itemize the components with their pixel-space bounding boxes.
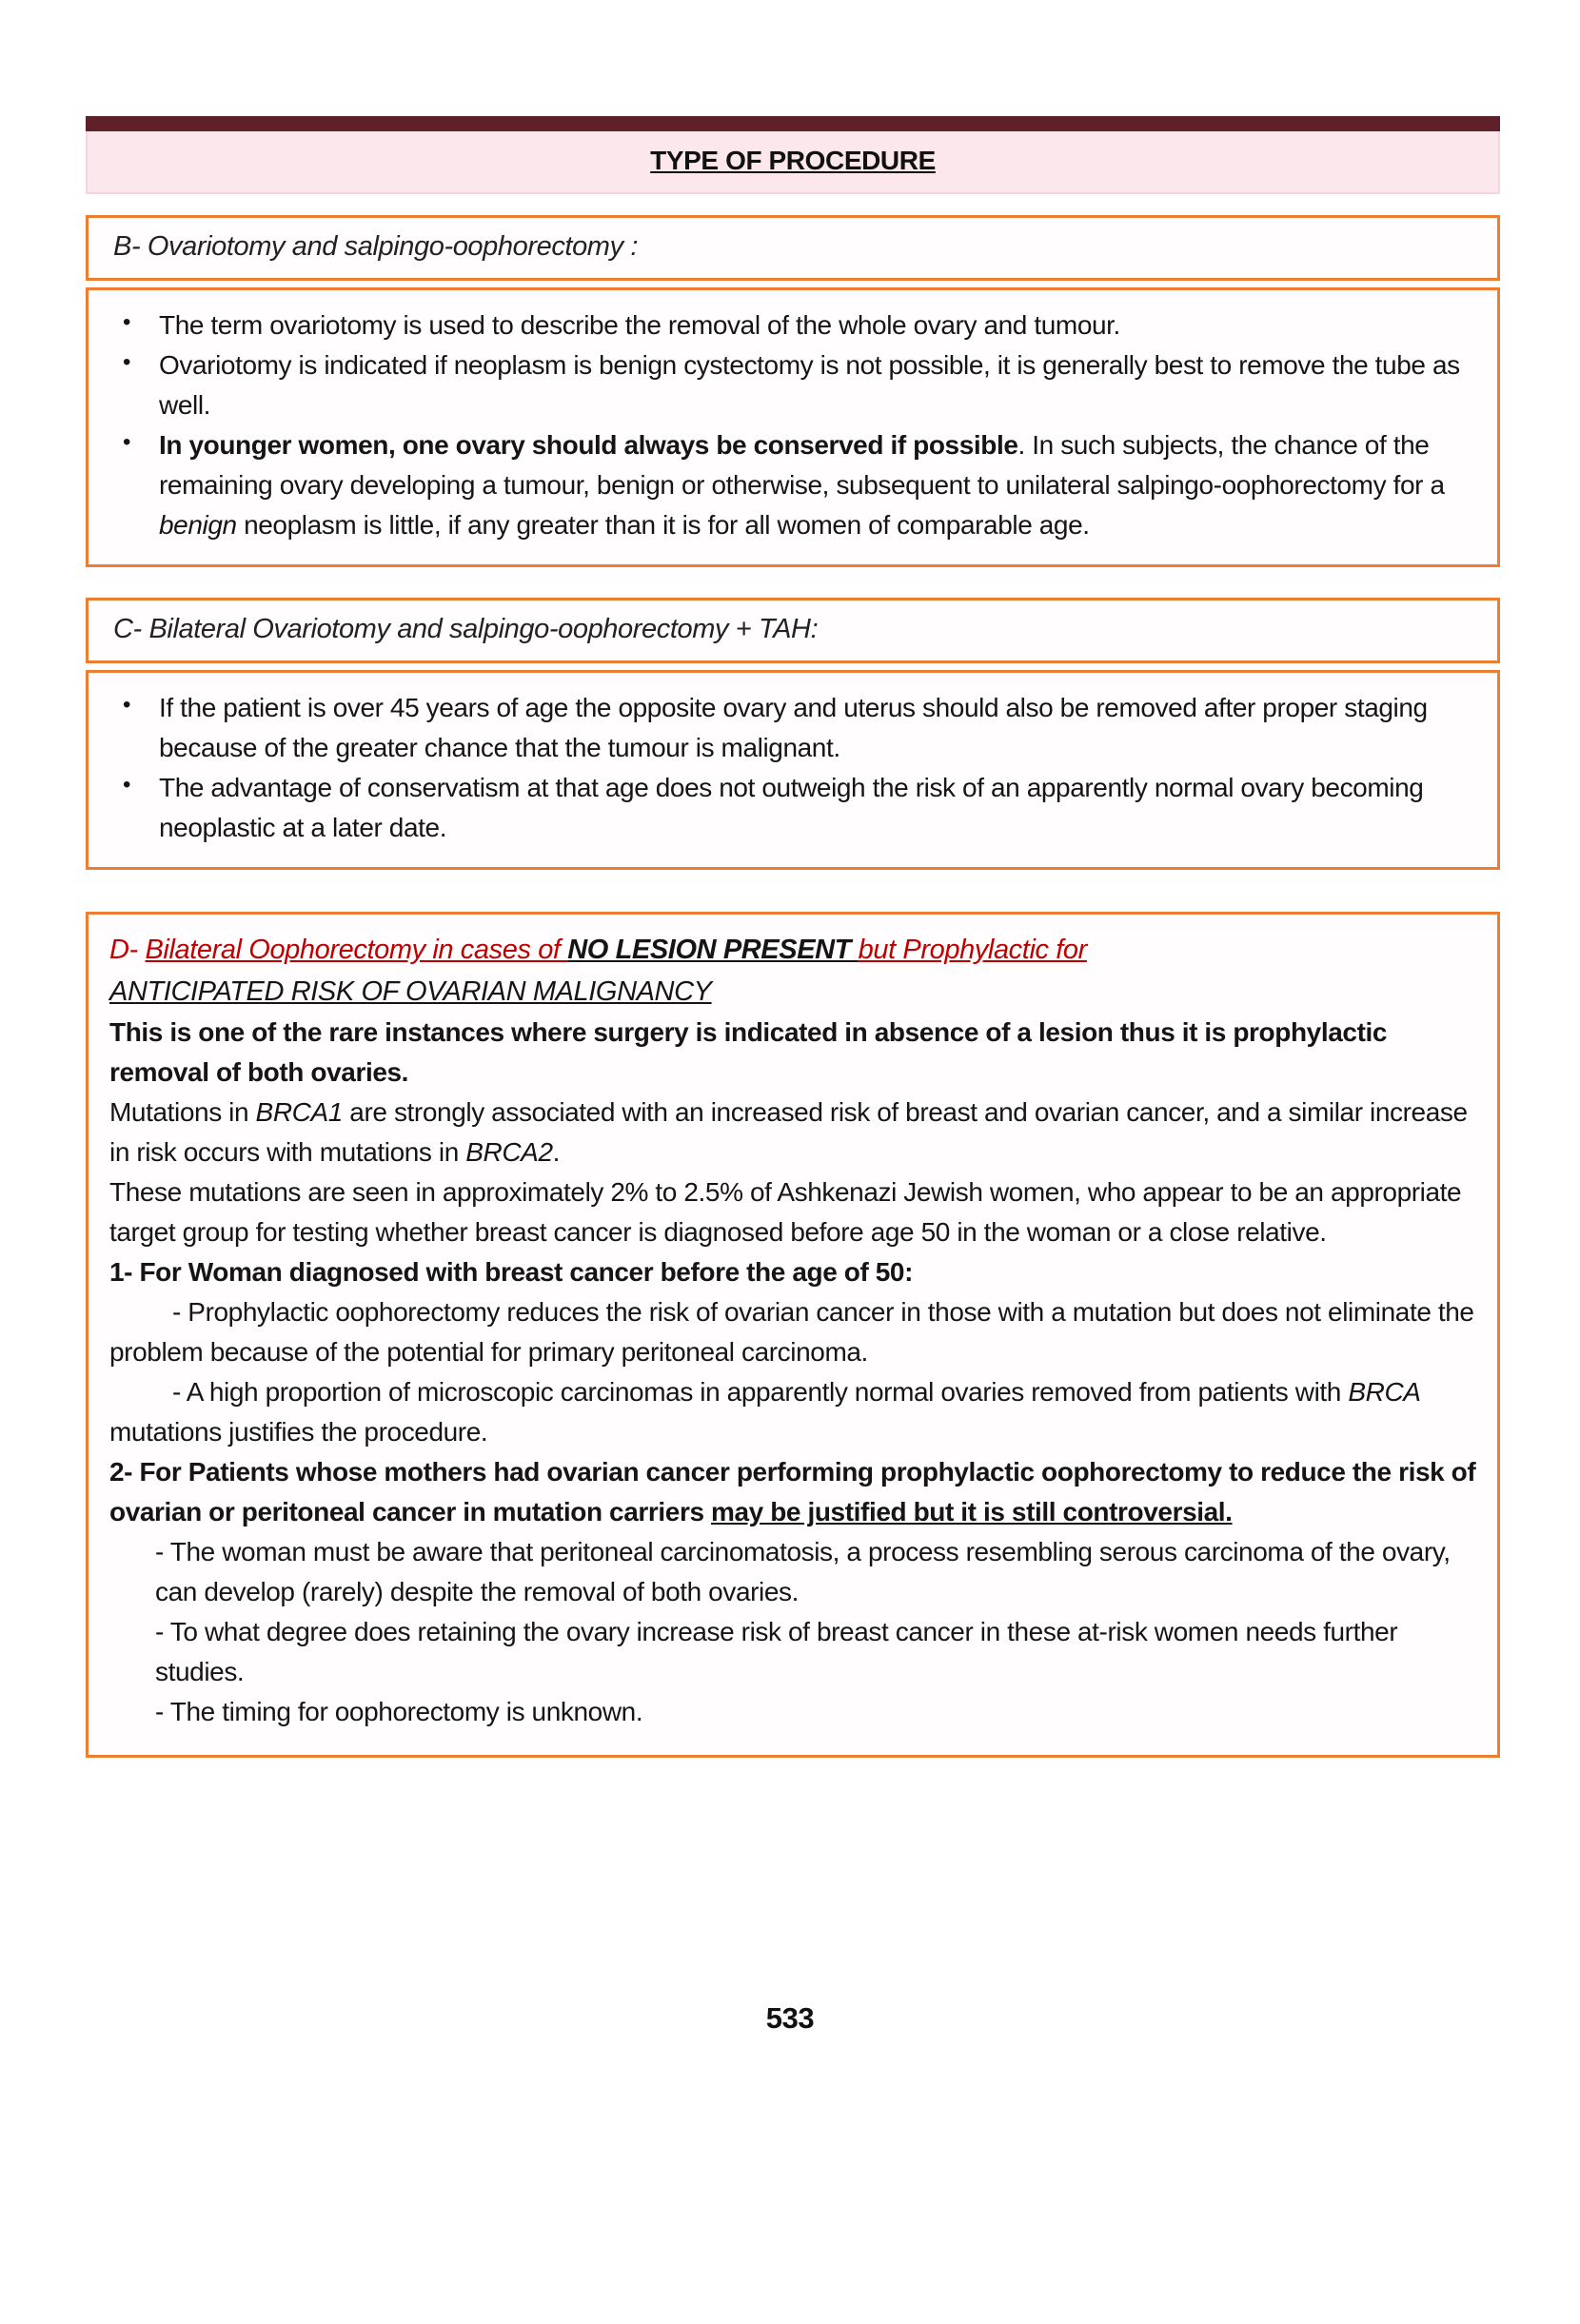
section-d-box	[86, 912, 1500, 1758]
text-run: .	[552, 1137, 561, 1167]
heading-black-bold-run: NO LESION PRESENT	[567, 935, 859, 965]
section-d-item2-heading	[109, 1452, 1476, 1532]
list-item	[115, 768, 1471, 848]
bullet-icon: •	[123, 349, 131, 375]
section-c-heading-box	[86, 598, 1500, 663]
list-item	[115, 688, 1471, 768]
text-run: mutations justifies the procedure.	[109, 1417, 488, 1447]
page-content	[86, 116, 1500, 1758]
bold-run: In younger women, one ovary should always be conserved if possible	[159, 430, 1018, 460]
heading-red-run: Bilateral Oophorectomy in cases of	[145, 935, 568, 965]
brca2-italic: BRCA2	[465, 1137, 553, 1167]
list-item	[115, 305, 1471, 345]
section-c-body-box	[86, 670, 1500, 870]
section-d-item1-b	[109, 1372, 1476, 1452]
italic-run: benign	[159, 510, 237, 540]
section-b-bullet-3	[159, 425, 1471, 545]
section-d-item2-b: - To what degree does retaining the ovary increase risk of breast cancer in these at-risk women needs further studies.	[155, 1617, 1398, 1686]
section-b-heading-box	[86, 215, 1500, 281]
section-d-para-these: These mutations are seen in approximately 2% to 2.5% of Ashkenazi Jewish women, who appear to be an appropriate target group for testing whether breast cancer is diagnosed before age 50 in the woman or a close relative.	[109, 1177, 1462, 1247]
section-c-heading: C- Bilateral Ovariotomy and salpingo-oophorectomy + TAH:	[113, 614, 819, 644]
section-d-heading-line2	[109, 972, 1476, 1014]
section-d-item1-heading: 1- For Woman diagnosed with breast cancer before the age of 50:	[109, 1257, 914, 1287]
page-title: TYPE OF PROCEDURE	[650, 146, 936, 175]
section-b-heading: B- Ovariotomy and salpingo-oophorectomy :	[113, 231, 638, 262]
bullet-icon: •	[123, 309, 131, 335]
text-run: Mutations in	[109, 1097, 256, 1127]
heading-prefix: D-	[109, 935, 146, 965]
bullet-icon: •	[123, 429, 131, 455]
brca-italic: BRCA	[1348, 1377, 1421, 1407]
heading-line2-run: ANTICIPATED RISK OF OVARIAN MALIGNANCY	[109, 975, 712, 1007]
section-c-bullet-2: The advantage of conservatism at that age does not outweigh the risk of an apparently normal ovary becoming neoplastic at a later date.	[159, 773, 1424, 842]
bold-run: 2- For Patients whose mothers had ovarian cancer performing prophylactic oophorectomy to reduce the risk of ovarian or peritoneal cancer in mutation carriers	[109, 1457, 1476, 1526]
list-item	[115, 425, 1471, 545]
section-c-bullet-1: If the patient is over 45 years of age the opposite ovary and uterus should also be removed after proper staging because of the greater chance that the tumour is malignant.	[159, 693, 1428, 762]
bullet-icon: •	[123, 692, 131, 718]
section-b-body-box	[86, 287, 1500, 567]
page-number: 533	[765, 2001, 815, 2035]
section-b-bullet-2: Ovariotomy is indicated if neoplasm is benign cystectomy is not possible, it is generally best to remove the tube as well.	[159, 350, 1460, 420]
title-banner	[86, 131, 1500, 194]
brca1-italic: BRCA1	[255, 1097, 343, 1127]
bold-underline-run: may be justified but it is still controversial.	[711, 1497, 1233, 1526]
section-d-item2-a: - The woman must be aware that peritoneal carcinomatosis, a process resembling serous carcinoma of the ovary, can develop (rarely) despite the removal of both ovaries.	[155, 1537, 1451, 1606]
section-d-para-bold: This is one of the rare instances where surgery is indicated in absence of a lesion thus it is prophylactic removal of both ovaries.	[109, 1017, 1388, 1087]
section-b-bullet-1: The term ovariotomy is used to describe the removal of the whole ovary and tumour.	[159, 310, 1120, 340]
bullet-icon: •	[123, 772, 131, 798]
text-run: are strongly associated with an increased risk of breast and ovarian cancer, and a similar increase in risk occurs with mutations in	[109, 1097, 1468, 1167]
section-d-para-mutations	[109, 1093, 1476, 1172]
section-d-heading-line1	[109, 930, 1476, 972]
heading-red-run: but Prophylactic for	[858, 935, 1087, 965]
text-run: neoplasm is little, if any greater than it is for all women of comparable age.	[236, 510, 1090, 540]
text-run: . In such subjects, the chance of the remaining ovary developing a tumour, benign or otherwise, subsequent to unilateral salpingo-oophorectomy for a	[159, 430, 1445, 500]
list-item	[115, 345, 1471, 425]
section-d-item1-a: - Prophylactic oophorectomy reduces the risk of ovarian cancer in those with a mutation but does not eliminate the problem because of the potential for primary peritoneal carcinoma.	[109, 1297, 1474, 1367]
text-run: - A high proportion of microscopic carcinomas in apparently normal ovaries removed from patients with	[172, 1377, 1349, 1407]
maroon-top-bar	[86, 116, 1500, 131]
section-d-item2-c: - The timing for oophorectomy is unknown.	[155, 1697, 643, 1726]
